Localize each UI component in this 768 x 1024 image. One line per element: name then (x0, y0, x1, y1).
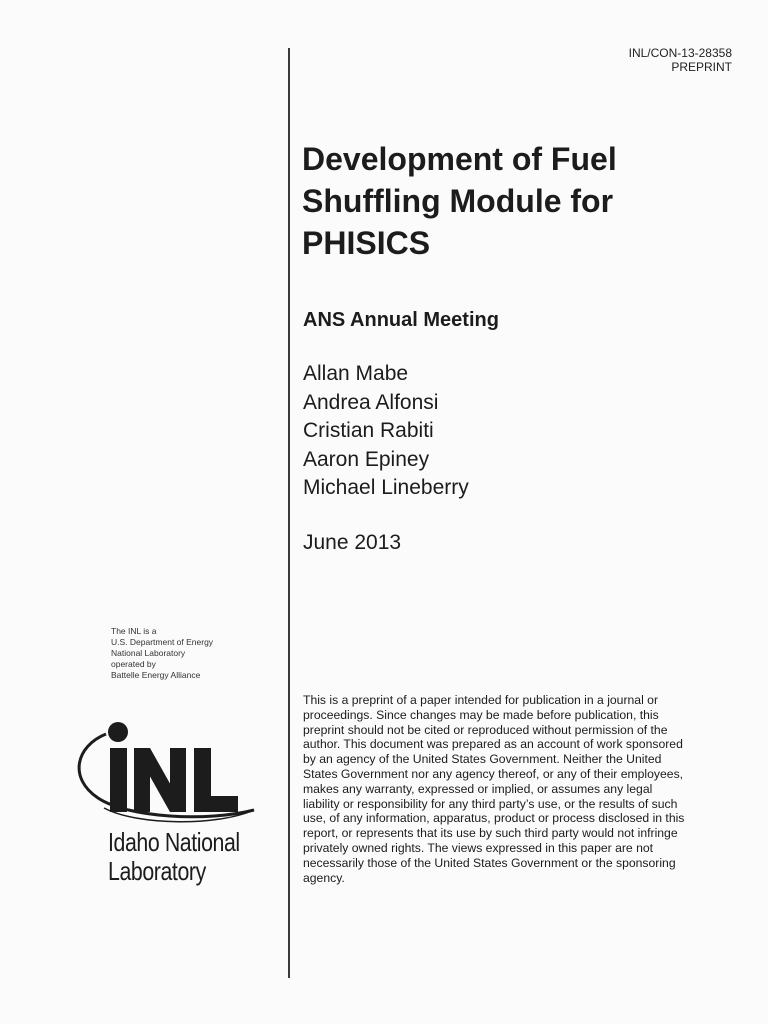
document-number: INL/CON-13-28358 (628, 46, 732, 60)
document-status: PREPRINT (671, 60, 732, 74)
inl-note-line: Battelle Energy Alliance (111, 670, 201, 680)
author-list (303, 360, 469, 503)
inl-note-line: National Laboratory (111, 648, 186, 658)
inl-operator-note (111, 626, 213, 681)
document-title: Development of Fuel Shuffling Module for PHISICS (302, 141, 617, 261)
author-name: Allan Mabe (303, 362, 409, 385)
conference-name: ANS Annual Meeting (303, 309, 499, 331)
author-name: Cristian Rabiti (303, 419, 434, 442)
author-name: Michael Lineberry (303, 476, 469, 499)
inl-logo-wordmark (108, 828, 240, 886)
logo-line: Laboratory (108, 856, 206, 886)
inl-note-line: operated by (111, 659, 156, 669)
logo-line: Idaho National (108, 827, 240, 857)
inl-note-line: The INL is a (111, 626, 157, 636)
publication-date: June 2013 (303, 531, 402, 554)
document-identifier (629, 46, 732, 74)
inl-note-line: U.S. Department of Energy (111, 637, 214, 647)
author-name: Aaron Epiney (303, 447, 430, 471)
author-name: Andrea Alfonsi (303, 390, 439, 414)
disclaimer-text: This is a preprint of a paper intended for publication in a journal or proceedings. Since changes may be made before publication, this preprint should not be cited or reproduced without permission of the author. This document was prepared as an account of work sponsored by an agency of the United States Government. Neither the United States Government nor any agency thereof, or any of their employees, makes any warranty, expressed or implied, or assumes any legal liability or responsibility for any third party’s use, or the results of such use, of any information, apparatus, product or process disclosed in this report, or represents that its use by such third party would not infringe privately owned rights. The views expressed in this paper are not necessarily those of the United States Government or the sponsoring agency. (303, 693, 685, 885)
vertical-divider (288, 48, 290, 978)
